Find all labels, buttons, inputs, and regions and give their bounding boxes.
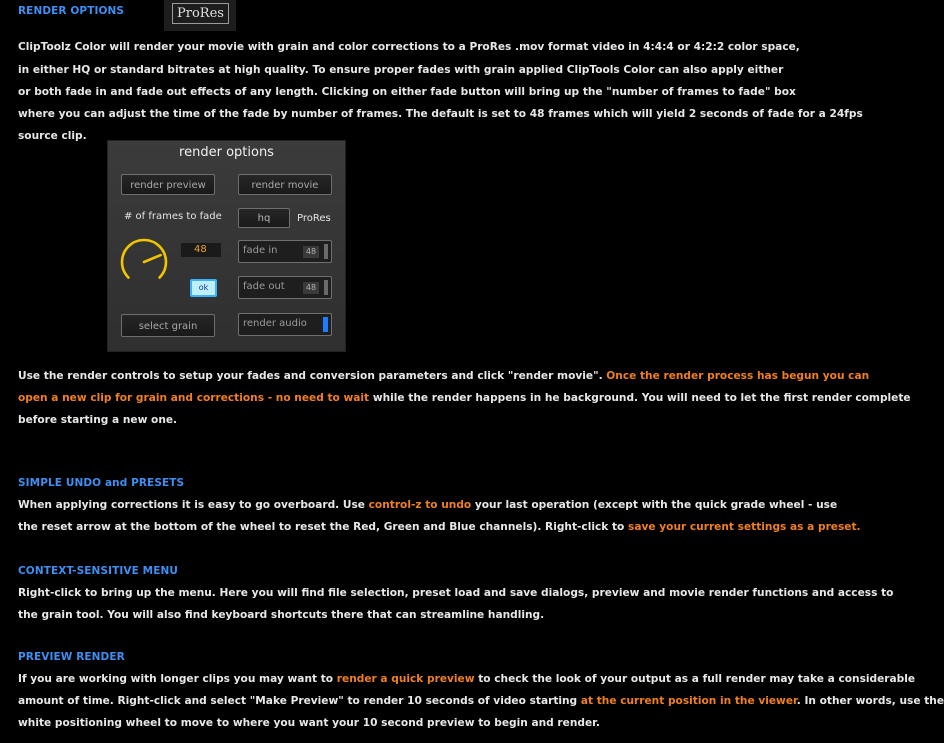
- render-options-line-2: in either HQ or standard bitrates at high quality. To ensure proper fades with grain applied ClipTools Color can also apply either: [18, 64, 784, 76]
- undo-line-2: the reset arrow at the bottom of the wheel to reset the Red, Green and Blue channels). Right-click to save your current settings as a preset.: [18, 521, 861, 533]
- preview-line-1: If you are working with longer clips you may want to render a quick preview to check the look of your output as a full render may take a considerable: [18, 673, 916, 685]
- undo-heading: SIMPLE UNDO and PRESETS: [18, 477, 185, 489]
- render-preview-button[interactable]: render preview: [121, 174, 215, 195]
- render-controls-line-2: open a new clip for grain and corrections - no need to wait while the render happens in he background. You will need to let the first render complete: [18, 392, 911, 404]
- render-movie-button[interactable]: render movie: [238, 174, 332, 195]
- fade-in-indicator: [324, 244, 328, 259]
- render-options-panel: [107, 140, 346, 352]
- render-options-line-3: or both fade in and fade out effects of any length. Clicking on either fade button will bring up the "number of frames to fade" box: [18, 86, 796, 98]
- context-menu-heading: CONTEXT-SENSITIVE MENU: [18, 565, 178, 577]
- render-options-heading: RENDER OPTIONS: [18, 5, 125, 17]
- panel-title: render options: [179, 145, 274, 160]
- fade-out-value: 48: [303, 282, 319, 294]
- prores-logo: ProRes: [164, 0, 236, 31]
- render-audio-indicator: [323, 317, 328, 332]
- prores-label: ProRes: [297, 213, 331, 224]
- fade-out-toggle[interactable]: [238, 276, 332, 299]
- fade-in-toggle[interactable]: [238, 240, 332, 263]
- render-options-line-1: ClipToolz Color will render your movie with grain and color corrections to a ProRes .mov format video in 4:4:4 or 4:2:2 color space,: [18, 41, 800, 53]
- render-audio-toggle[interactable]: [238, 313, 332, 336]
- render-controls-line-1: Use the render controls to setup your fades and conversion parameters and click "render movie". Once the render process has begun you can: [18, 370, 870, 382]
- render-options-line-5: source clip.: [18, 130, 87, 142]
- preview-line-2: amount of time. Right-click and select "Make Preview" to render 10 seconds of video starting at the current position in the viewer. In other words, use the: [18, 695, 944, 707]
- preview-line-3: white positioning wheel to move to where you want your 10 second preview to begin and render.: [18, 717, 600, 729]
- fade-out-label: fade out: [243, 281, 285, 292]
- fade-in-value: 48: [303, 246, 319, 258]
- render-options-line-4: where you can adjust the time of the fade by number of frames. The default is set to 48 frames which will yield 2 seconds of fade for a 24fps: [18, 108, 863, 120]
- undo-line-1: When applying corrections it is easy to go overboard. Use control-z to undo your last operation (except with the quick grade wheel - use: [18, 499, 838, 511]
- fade-in-label: fade in: [243, 245, 278, 256]
- frames-to-fade-label: # of frames to fade: [124, 211, 222, 222]
- select-grain-button[interactable]: select grain: [121, 314, 215, 337]
- render-audio-label: render audio: [243, 318, 307, 329]
- context-line-1: Right-click to bring up the menu. Here you will find file selection, preset load and save dialogs, preview and movie render functions and access to: [18, 587, 894, 599]
- hq-button[interactable]: hq: [238, 208, 290, 228]
- context-line-2: the grain tool. You will also find keyboard shortcuts there that can streamline handling.: [18, 609, 545, 621]
- frames-value: 48: [181, 243, 221, 257]
- ok-button[interactable]: ok: [190, 279, 217, 297]
- fade-out-indicator: [324, 280, 328, 295]
- preview-render-heading: PREVIEW RENDER: [18, 651, 125, 663]
- frames-knob[interactable]: [116, 234, 172, 290]
- render-controls-line-3: before starting a new one.: [18, 414, 178, 426]
